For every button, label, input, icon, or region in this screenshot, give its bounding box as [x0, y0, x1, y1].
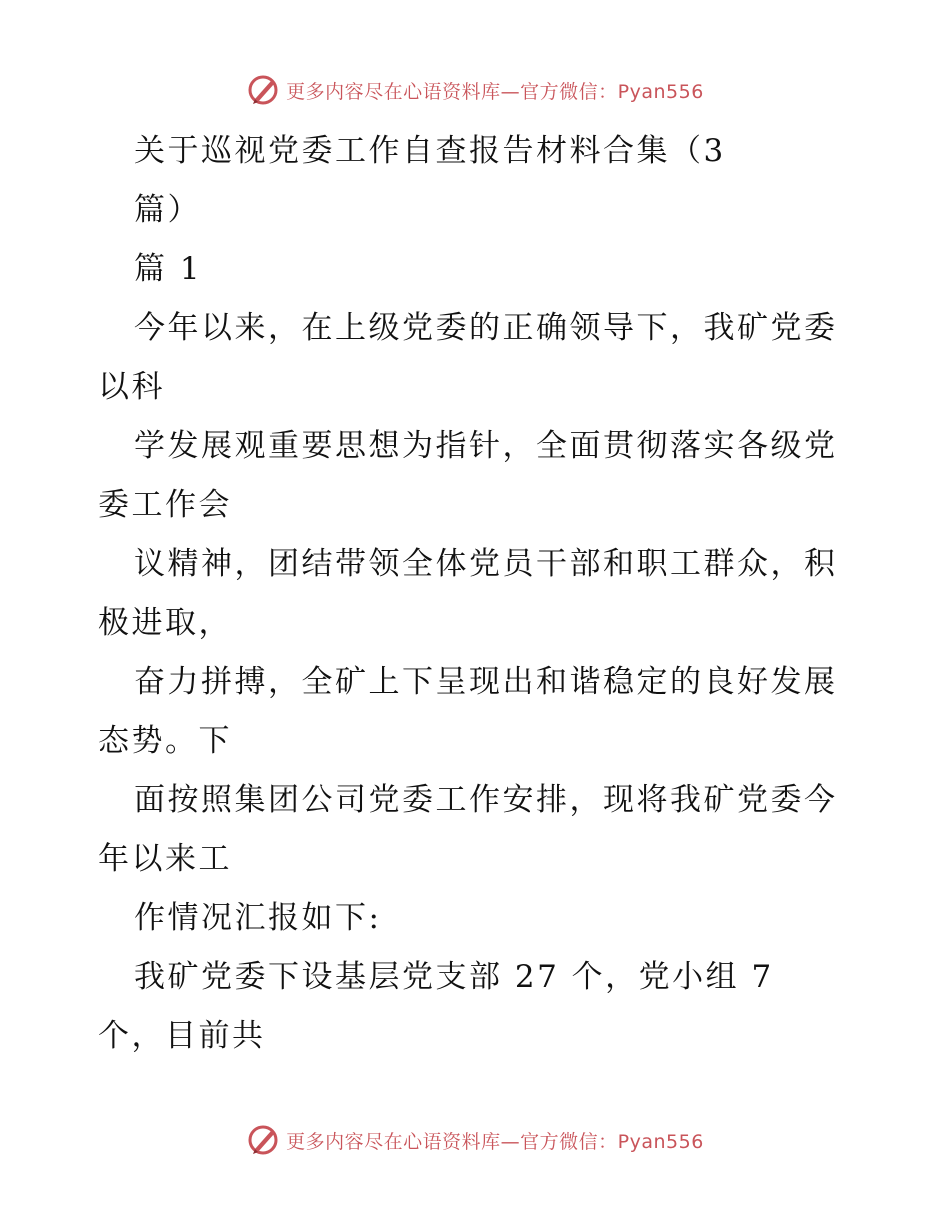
text-line: 学发展观重要思想为指针，全面贯彻落实各级党: [134, 428, 838, 464]
text-line: 议精神，团结带领全体党员干部和职工群众，积: [134, 546, 838, 582]
pen-logo-icon: [246, 73, 280, 107]
text-line: 篇 1: [134, 251, 203, 287]
text-line: 态势。下: [98, 723, 232, 759]
text-line: 篇）: [134, 192, 201, 228]
text-line: 年以来工: [98, 841, 232, 877]
text-line: 极进取，: [98, 605, 232, 641]
text-line: 以科: [98, 369, 165, 405]
text-line: 今年以来，在上级党委的正确领导下，我矿党委: [134, 310, 838, 346]
text-line: 关于巡视党委工作自查报告材料合集（3: [134, 133, 726, 169]
watermark-text: 更多内容尽在心语资料库—官方微信：Pyan556: [286, 1130, 704, 1153]
text-line: 委工作会: [98, 487, 232, 523]
document-body: [98, 122, 858, 1066]
header-watermark-banner: [0, 70, 950, 110]
footer-watermark-banner: [0, 1120, 950, 1160]
text-line: 奋力拼搏，全矿上下呈现出和谐稳定的良好发展: [134, 664, 838, 700]
text-line: 个，目前共: [98, 1018, 266, 1054]
text-line: 我矿党委下设基层党支部 27 个，党小组 7: [134, 959, 774, 995]
text-line: 作情况汇报如下:: [134, 900, 382, 936]
pen-logo-icon: [246, 1123, 280, 1157]
text-line: 面按照集团公司党委工作安排，现将我矿党委今: [134, 782, 838, 818]
watermark-text: 更多内容尽在心语资料库—官方微信：Pyan556: [286, 80, 704, 103]
